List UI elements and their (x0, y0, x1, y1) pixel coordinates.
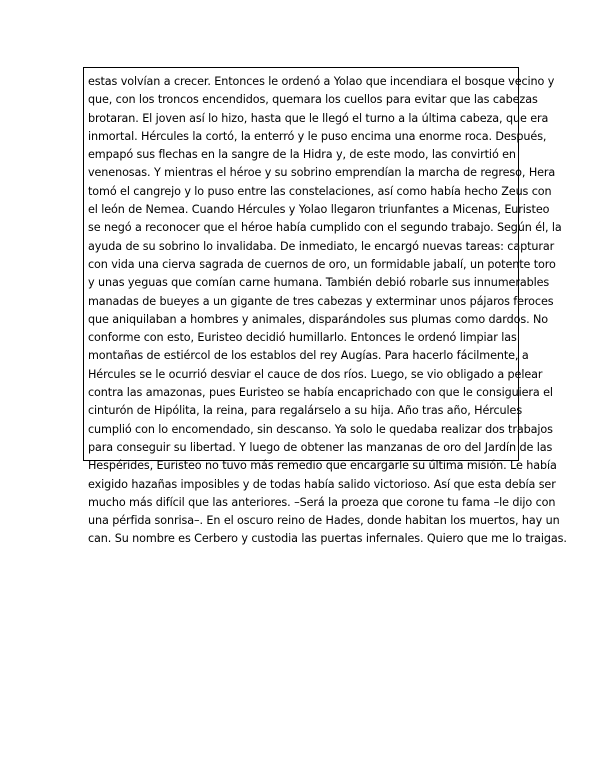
passage-line: que, con los troncos encendidos, quemara los cuellos para evitar que las cabezas (88, 93, 538, 107)
passage-line: con vida una cierva sagrada de cuernos de oro, un formidable jabalí, un potente toro (88, 257, 556, 271)
passage-line: Hespérides, Euristeo no tuvo más remedio que encargarle su última misión. Le había (88, 459, 557, 473)
passage-line: el león de Nemea. Cuando Hércules y Yolao llegaron triunfantes a Micenas, Euristeo (88, 203, 550, 217)
passage-line: estas volvían a crecer. Entonces le ordenó a Yolao que incendiara el bosque vecino y (88, 75, 555, 88)
passage-line: para conseguir su libertad. Y luego de obtener las manzanas de oro del Jardín de las (88, 440, 553, 454)
passage-line: Hércules se le ocurrió desviar el cauce de dos ríos. Luego, se vio obligado a pelear (88, 367, 543, 381)
passage-line: y unas yeguas que comían carne humana. También debió robarle sus innumerables (88, 276, 550, 290)
passage-line: montañas de estiércol de los establos del rey Augías. Para hacerlo fácilmente, a (88, 349, 529, 363)
passage-line: mucho más difícil que las anteriores. –Será la proeza que corone tu fama –le dijo con (88, 495, 556, 509)
passage-line: empapó sus flechas en la sangre de la Hidra y, de este modo, las convirtió en (88, 148, 516, 162)
passage-line: manadas de bueyes a un gigante de tres cabezas y exterminar unos pájaros feroces (88, 294, 554, 308)
passage-line: contra las amazonas, pues Euristeo se había encaprichado con que le consiguiera el (88, 386, 553, 400)
passage-line: venenosas. Y mientras el héroe y su sobrino emprendían la marcha de regreso, Hera (88, 166, 556, 180)
passage-line: conforme con esto, Euristeo decidió humillarlo. Entonces le ordenó limpiar las (88, 331, 517, 345)
passage-line: se negó a reconocer que el héroe había cumplido con el segundo trabajo. Según él, la (88, 221, 562, 235)
passage-line: cinturón de Hipólita, la reina, para regalárselo a su hija. Año tras año, Hércules (88, 404, 523, 418)
passage-line: tomó el cangrejo y lo puso entre las constelaciones, así como había hecho Zeus con (88, 184, 552, 198)
passage-line: brotaran. El joven así lo hizo, hasta que le llegó el turno a la última cabeza, que era (88, 111, 549, 125)
passage-line: inmortal. Hércules la cortó, la enterró y le puso encima una enorme roca. Después, (88, 129, 547, 143)
passage-line: can. Su nombre es Cerbero y custodia las puertas infernales. Quiero que me lo traigas. (88, 532, 567, 546)
passage-line: que aniquilaban a hombres y animales, disparándoles sus plumas como dardos. No (88, 312, 548, 326)
passage-line: una pérfida sonrisa–. En el oscuro reino de Hades, donde habitan los muertos, hay un (88, 514, 560, 528)
passage-line: cumplió con lo encomendado, sin descanso. Ya solo le quedaba realizar dos trabajos (88, 422, 553, 436)
passage-text-box (83, 67, 567, 546)
passage-line: ayuda de su sobrino lo invalidaba. De inmediato, le encargó nuevas tareas: capturar (88, 239, 555, 253)
passage-line: exigido hazañas imposibles y de todas había salido victorioso. Así que esta debía ser (88, 477, 556, 491)
